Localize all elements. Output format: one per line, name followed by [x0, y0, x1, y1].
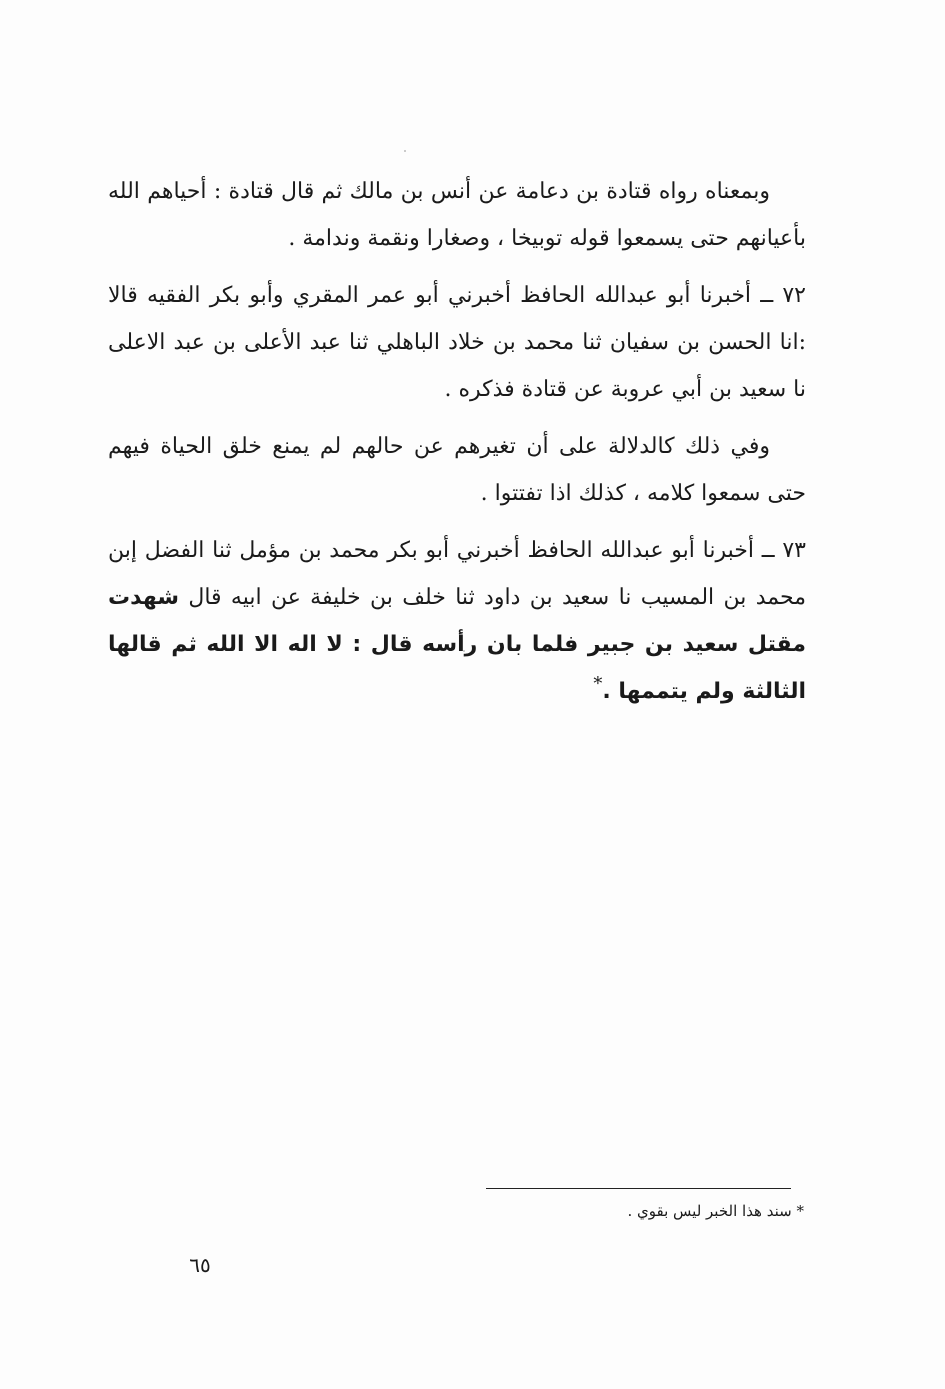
paragraph-73	[108, 527, 806, 715]
footnote-text: سند هذا الخبر ليس بقوي .	[627, 1202, 792, 1220]
footnote-reference-star: *	[593, 673, 603, 695]
page-number: ٦٥	[189, 1253, 211, 1277]
paragraph-72: ٧٢ ــ أخبرنا أبو عبدالله الحافظ أخبرني أبو عمر المقري وأبو بكر الفقيه قالا :انا الحسن بن سفيان ثنا محمد بن خلاد الباهلي ثنا عبد الأعلى بن عبد الاعلى نا سعيد بن أبي عروبة عن قتادة فذكره .	[108, 283, 806, 402]
paragraph-73-bold-quote: شهدت مقتل سعيد بن جبير فلما بان رأسه قال : لا اله الا الله ثم قالها الثالثة ولم يتممها .	[108, 585, 806, 704]
paragraph-73-text: ٧٣ ــ أخبرنا أبو عبدالله الحافظ أخبرني أبو بكر محمد بن مؤمل ثنا الفضل إبن محمد بن المسيب نا سعيد بن داود ثنا خلف بن خليفة عن ابيه قال	[108, 538, 806, 610]
footnote	[486, 1196, 804, 1226]
footnote-separator	[486, 1188, 791, 1189]
scan-speck	[404, 150, 406, 152]
footnote-marker: *	[796, 1202, 804, 1220]
body-text	[108, 168, 806, 725]
paragraph-1: وبمعناه رواه قتادة بن دعامة عن أنس بن مالك ثم قال قتادة : أحياهم الله بأعيانهم حتى يسمعوا قوله توبيخا ، وصغارا ونقمة وندامة .	[108, 179, 806, 251]
paragraph-3: وفي ذلك كالدلالة على أن تغيرهم عن حالهم لم يمنع خلق الحياة فيهم حتى سمعوا كلامه ، كذلك اذا تفتتوا .	[108, 434, 806, 506]
